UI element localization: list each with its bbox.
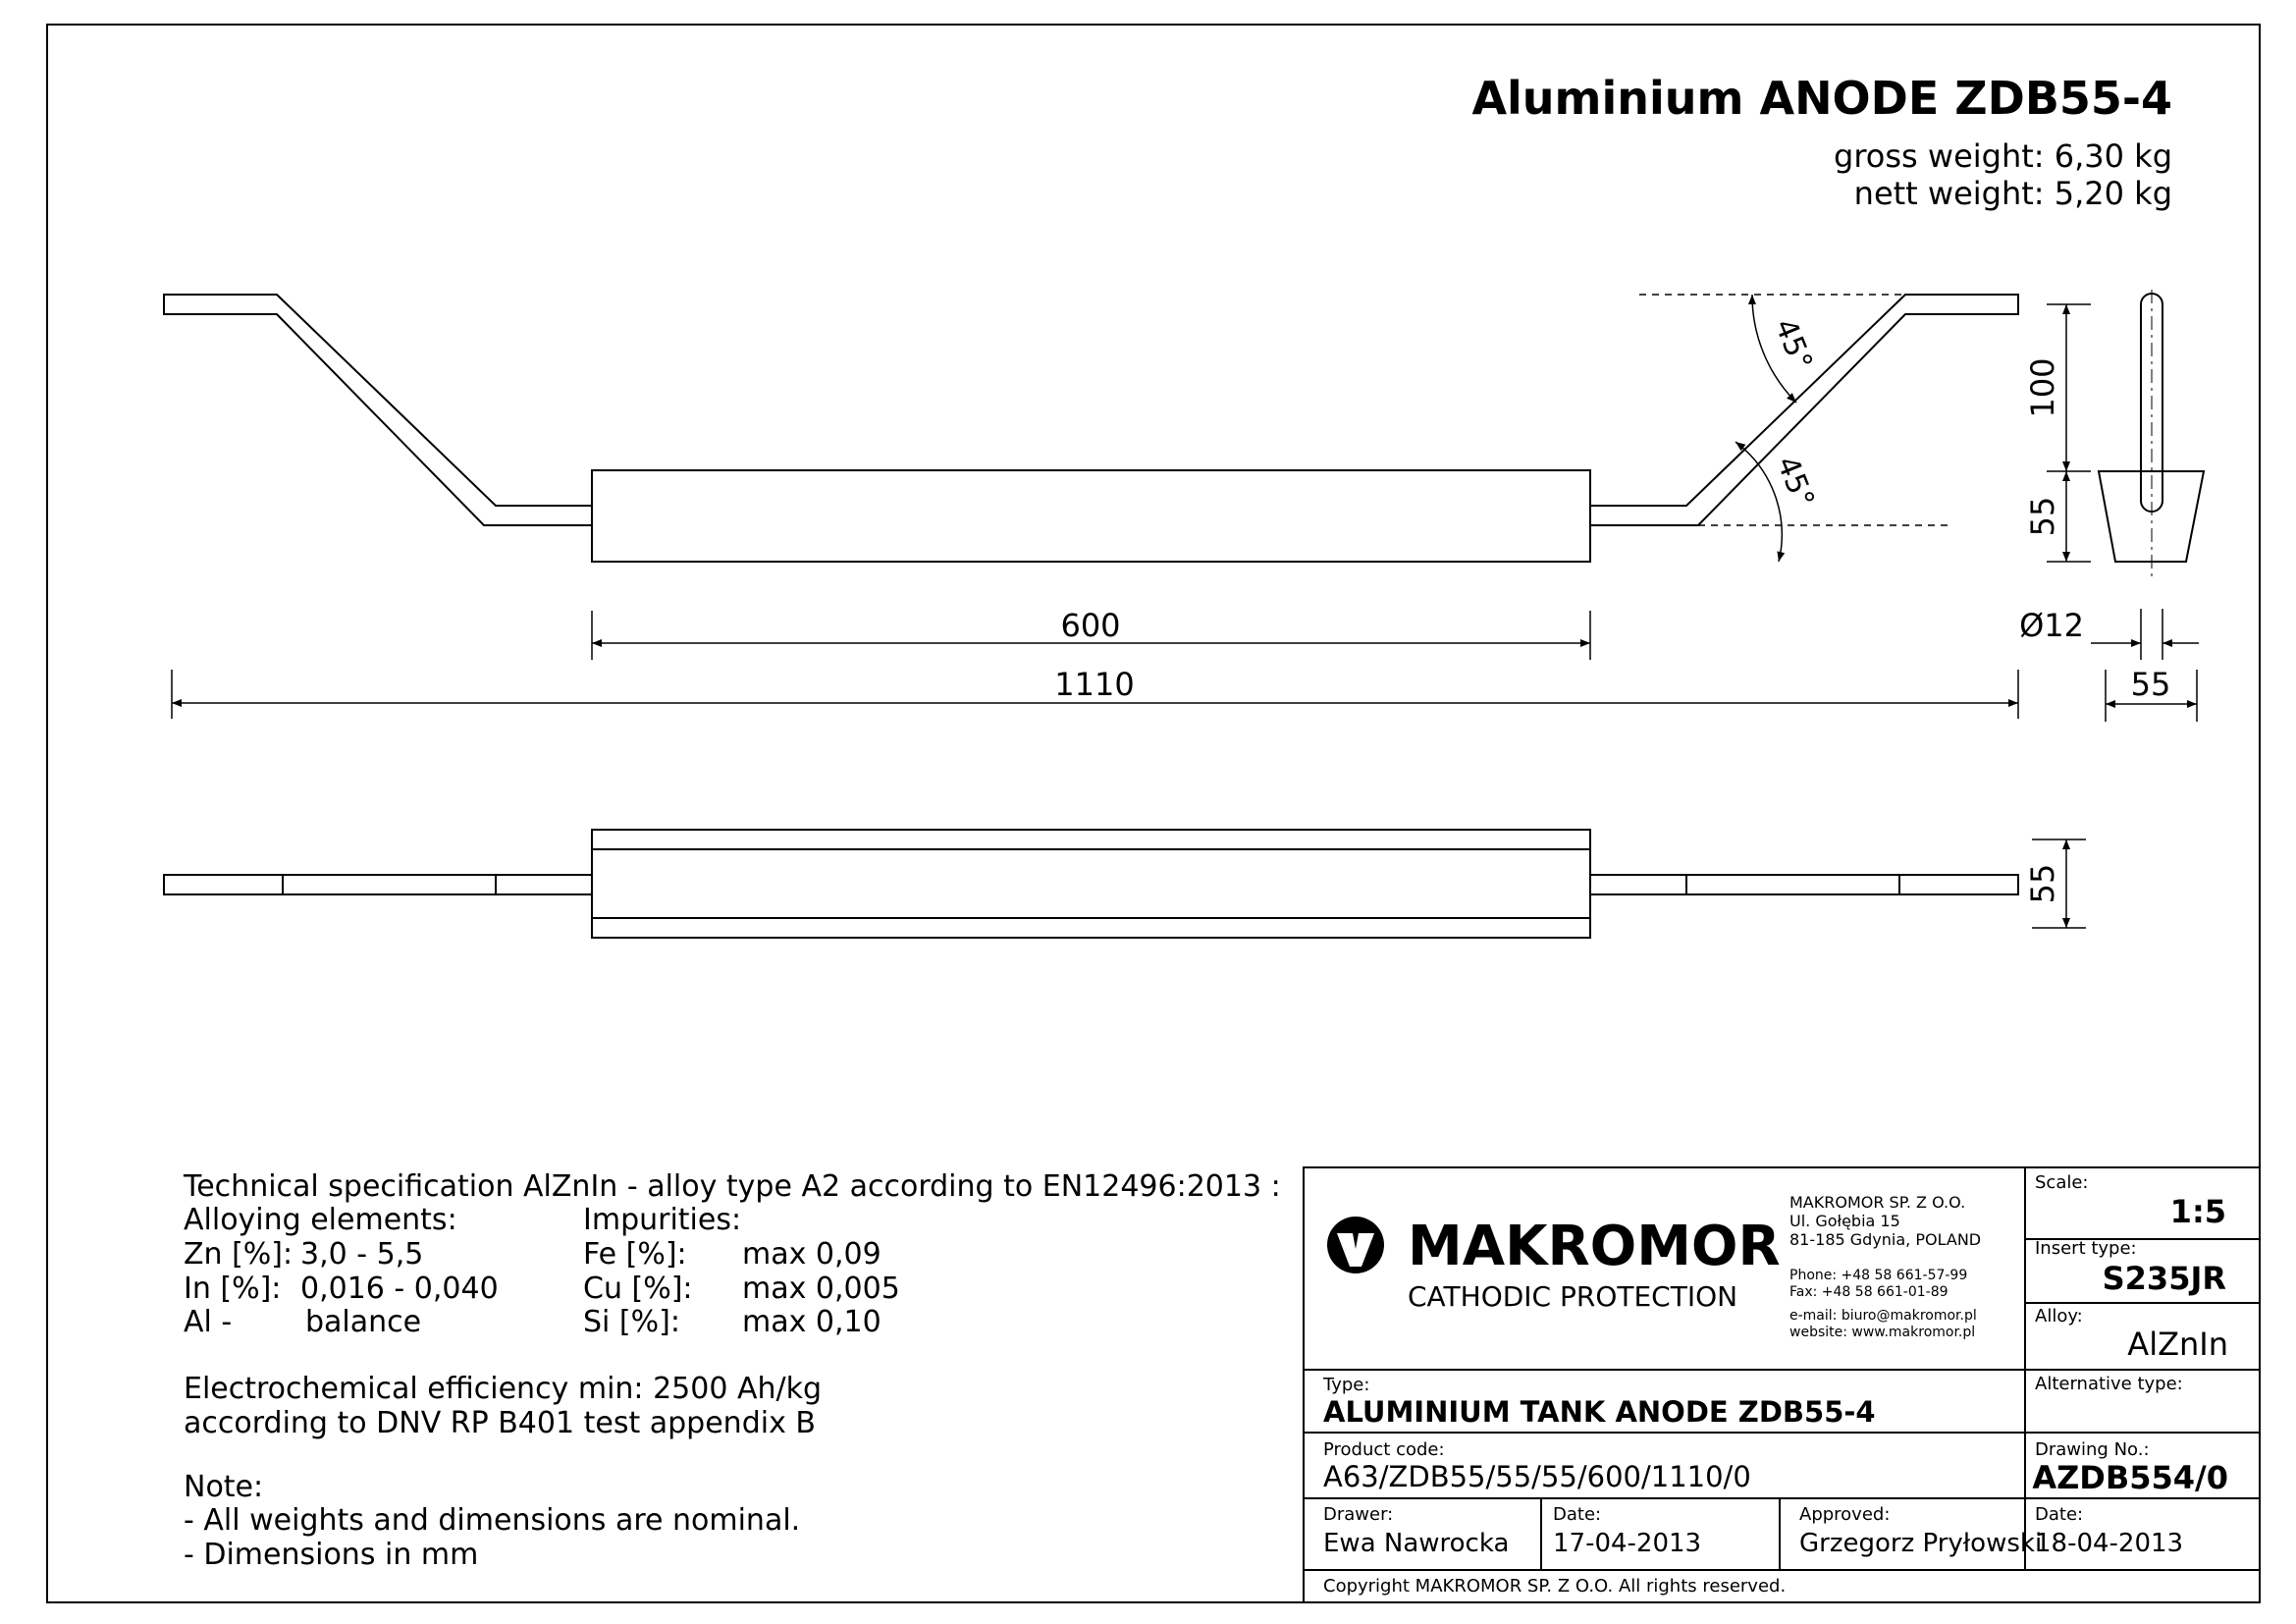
drawing-border: [47, 25, 2260, 1602]
dim-55-vertical: 55: [2024, 496, 2061, 537]
drawer-value: Ewa Nawrocka: [1323, 1529, 1510, 1558]
efficiency-line-1: Electrochemical efficiency min: 2500 Ah/kg: [184, 1372, 823, 1406]
drawing-no-label: Drawing No.:: [2035, 1439, 2150, 1460]
product-code-label: Product code:: [1323, 1439, 1445, 1460]
alloy-value-2: balance: [305, 1305, 422, 1339]
product-code-value: A63/ZDB55/55/55/600/1110/0: [1323, 1460, 1751, 1493]
drawing-title: Aluminium ANODE ZDB55-4: [1471, 72, 2172, 125]
angle-top-label: 45°: [1767, 313, 1819, 376]
alt-type-label: Alternative type:: [2035, 1374, 2183, 1394]
impurities-label: Impurities:: [583, 1203, 742, 1237]
alloy-label: Alloy:: [2035, 1306, 2083, 1326]
address-line-0: MAKROMOR SP. Z O.O.: [1789, 1193, 1966, 1212]
spec-heading: Technical specification AlZnIn - alloy type A2 according to EN12496:2013 :: [184, 1169, 1281, 1204]
contact-line-1: Fax: +48 58 661-01-89: [1789, 1284, 1949, 1300]
alloying-label: Alloying elements:: [184, 1203, 457, 1237]
impurity-name-0: Fe [%]:: [583, 1237, 687, 1272]
date2-value: 18-04-2013: [2035, 1529, 2184, 1558]
company-tagline: CATHODIC PROTECTION: [1408, 1280, 1738, 1313]
gross-weight: gross weight: 6,30 kg: [1834, 137, 2172, 175]
scale-label: Scale:: [2035, 1172, 2089, 1193]
approved-label: Approved:: [1799, 1504, 1891, 1525]
date1-label: Date:: [1553, 1504, 1602, 1525]
date2-label: Date:: [2035, 1504, 2084, 1525]
dim-1110: 1110: [1054, 666, 1135, 703]
dim-100: 100: [2024, 357, 2061, 418]
date1-value: 17-04-2013: [1553, 1529, 1702, 1558]
insert-label: Insert type:: [2035, 1238, 2137, 1259]
top-view: [164, 830, 2018, 938]
insert-value: S235JR: [2102, 1260, 2226, 1297]
dim-600: 600: [1060, 607, 1121, 644]
impurity-value-0: max 0,09: [742, 1237, 881, 1272]
note-label: Note:: [184, 1470, 264, 1504]
dim-55-width: 55: [2130, 666, 2171, 703]
impurity-value-1: max 0,005: [742, 1272, 900, 1306]
note-line-1: - All weights and dimensions are nominal.: [184, 1503, 801, 1538]
contact-line-3: website: www.makromor.pl: [1789, 1325, 1976, 1340]
contact-line-2: e-mail: biuro@makromor.pl: [1789, 1308, 1977, 1324]
nett-weight: nett weight: 5,20 kg: [1853, 175, 2172, 212]
alloy-value-0: 3,0 - 5,5: [300, 1237, 424, 1272]
note-line-2: - Dimensions in mm: [184, 1538, 479, 1572]
type-value: ALUMINIUM TANK ANODE ZDB55-4: [1323, 1395, 1876, 1429]
alloy-name-2: Al -: [184, 1305, 233, 1339]
scale-value: 1:5: [2169, 1193, 2226, 1230]
drawing-no-value: AZDB554/0: [2032, 1459, 2228, 1496]
alloy-name-0: Zn [%]:: [184, 1237, 294, 1272]
company-name: MAKROMOR: [1408, 1215, 1781, 1278]
address-line-2: 81-185 Gdynia, POLAND: [1789, 1230, 1982, 1249]
anode-body-front: [592, 470, 1590, 562]
alloy-name-1: In [%]:: [184, 1272, 282, 1306]
drawer-label: Drawer:: [1323, 1504, 1394, 1525]
tech-spec: [183, 1169, 1281, 1572]
type-label: Type:: [1323, 1375, 1370, 1395]
dim-55-top: 55: [2024, 863, 2061, 904]
alloy-value: AlZnIn: [2127, 1326, 2228, 1363]
impurity-name-2: Si [%]:: [583, 1305, 680, 1339]
impurity-value-2: max 0,10: [742, 1305, 881, 1339]
copyright: Copyright MAKROMOR SP. Z O.O. All rights reserved.: [1323, 1576, 1787, 1597]
address-line-1: Ul. Gołębia 15: [1789, 1212, 1900, 1230]
makromor-logo-icon: [1327, 1217, 1384, 1273]
dim-diameter: Ø12: [2019, 607, 2084, 644]
impurity-name-1: Cu [%]:: [583, 1272, 693, 1306]
anode-body-top: [592, 830, 1590, 938]
alloy-value-1: 0,016 - 0,040: [300, 1272, 499, 1306]
approved-value: Grzegorz Pryłowski: [1799, 1529, 2043, 1558]
angle-bottom-label: 45°: [1769, 451, 1821, 514]
efficiency-line-2: according to DNV RP B401 test appendix B: [184, 1406, 816, 1440]
front-view: [164, 295, 2018, 562]
contact-line-0: Phone: +48 58 661-57-99: [1789, 1268, 1968, 1283]
